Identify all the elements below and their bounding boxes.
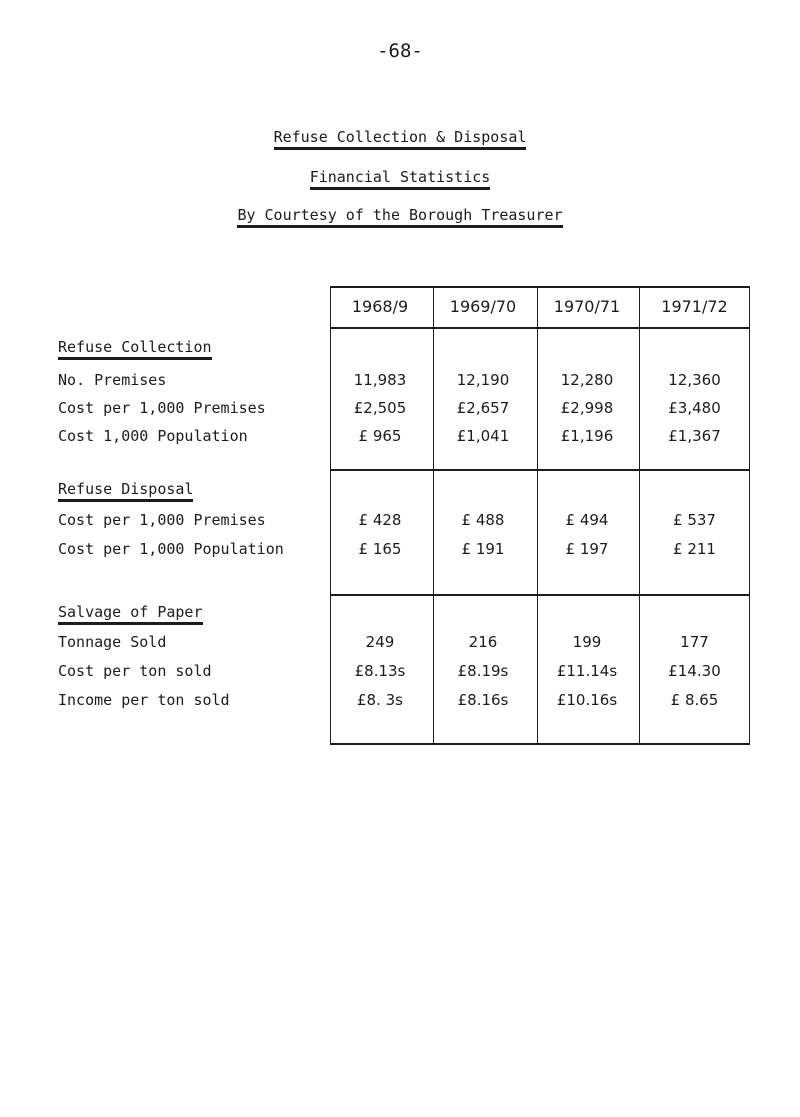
table-cell: £14.30	[668, 662, 721, 680]
table-cell: 11,983	[353, 371, 407, 389]
section-heading: Refuse Collection	[58, 338, 212, 356]
table-cell: 249	[365, 633, 395, 651]
table-top-rule	[330, 286, 750, 288]
table-cell: £1,367	[668, 427, 721, 445]
table-cell: £1,041	[456, 427, 510, 445]
table-cell: £2,657	[456, 399, 510, 417]
row-label: Income per ton sold	[58, 691, 230, 709]
table-cell: £2,998	[560, 399, 614, 417]
table-cell: £8.16s	[457, 691, 509, 709]
section-rule	[330, 469, 750, 471]
section-heading: Refuse Disposal	[58, 480, 193, 498]
table-cell: 216	[468, 633, 498, 651]
table-cell: 12,360	[668, 371, 721, 389]
table-cell: £8. 3s	[357, 691, 403, 709]
table-cell: £10.16s	[556, 691, 618, 709]
row-label: Cost per 1,000 Population	[58, 540, 284, 558]
table-cell: 12,190	[456, 371, 510, 389]
table-cell: £ 537	[673, 511, 716, 529]
table-cell: £ 494	[565, 511, 609, 529]
table-cell: £1,196	[560, 427, 614, 445]
year-header: 1970/71	[553, 297, 621, 316]
table-cell: 177	[680, 633, 709, 651]
table-bottom-rule	[330, 743, 750, 745]
document-subtitle: Financial Statistics	[0, 168, 800, 186]
year-header: 1971/72	[661, 297, 728, 316]
table-cell: £ 8.65	[670, 691, 719, 709]
table-cell: £8.13s	[354, 662, 406, 680]
row-label: Cost per 1,000 Premises	[58, 511, 266, 529]
table-cell: £ 165	[358, 540, 402, 558]
page-number: -68-	[377, 40, 423, 62]
table-cell: £ 211	[673, 540, 716, 558]
table-cell: £2,505	[353, 399, 407, 417]
table-cell: £ 428	[358, 511, 402, 529]
section-heading: Salvage of Paper	[58, 603, 203, 621]
table-cell: £3,480	[668, 399, 721, 417]
table-cell: £11.14s	[556, 662, 618, 680]
row-label: Cost per 1,000 Premises	[58, 399, 266, 417]
row-label: Cost 1,000 Population	[58, 427, 248, 445]
table-cell: £ 488	[461, 511, 505, 529]
table-cell: 199	[572, 633, 602, 651]
year-header: 1969/70	[449, 297, 517, 316]
header-bottom-rule	[330, 327, 750, 329]
table-cell: £ 965	[358, 427, 402, 445]
table-cell: £ 191	[461, 540, 505, 558]
year-header: 1968/9	[351, 297, 409, 316]
table-cell: £8.19s	[457, 662, 509, 680]
byline: By Courtesy of the Borough Treasurer	[0, 206, 800, 224]
table-cell: 12,280	[560, 371, 614, 389]
row-label: Cost per ton sold	[58, 662, 212, 680]
row-label: No. Premises	[58, 371, 167, 389]
document-title: Refuse Collection & Disposal	[0, 128, 800, 146]
row-label: Tonnage Sold	[58, 633, 167, 651]
table-cell: £ 197	[565, 540, 609, 558]
section-rule	[330, 594, 750, 596]
